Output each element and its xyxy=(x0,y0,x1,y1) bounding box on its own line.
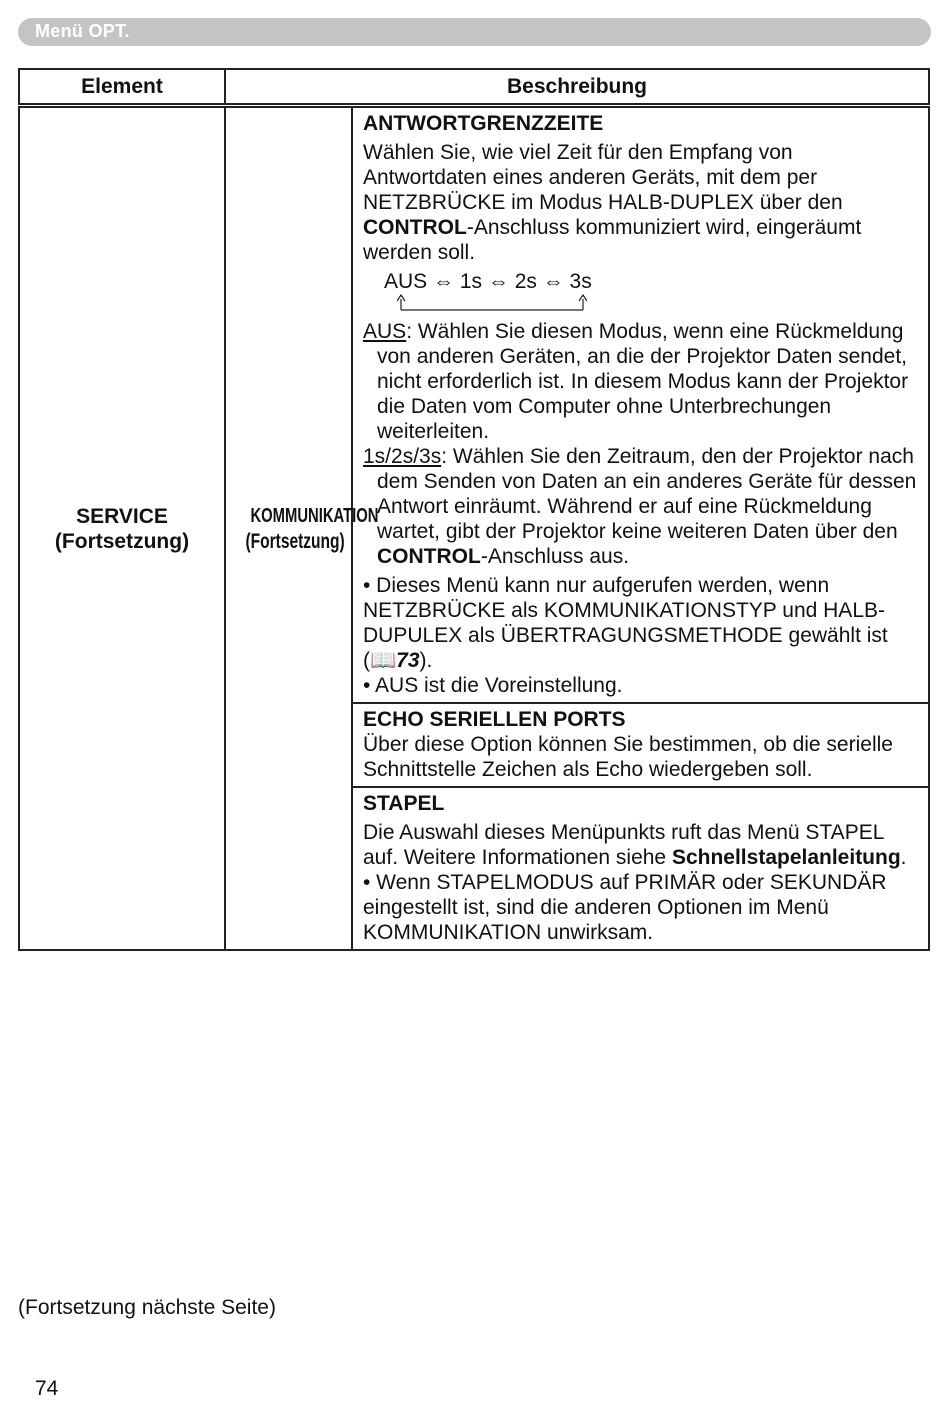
option-description: Über diese Option können Sie bestimmen, ob die serielle Schnittstelle Zeichen als Echo wiedergeben soll. xyxy=(363,733,893,781)
value-cycle xyxy=(363,269,920,319)
header-description: Beschreibung xyxy=(225,69,929,106)
page-number: 74 xyxy=(35,1377,59,1400)
option-aus: AUS: Wählen Sie diesen Modus, wenn eine Rückmeldung von anderen Geräten, an die der Projektor Daten sendet, nicht erforderlich ist. In diesem Modus kann der Projektor die Daten vom Computer ohne Unterbrechungen weiterleiten. xyxy=(363,320,909,443)
element-name: SERVICE xyxy=(76,504,168,528)
cycle-return-arrow-icon xyxy=(397,293,587,313)
desc-echo-seriellen-ports xyxy=(352,703,929,787)
header-element: Element xyxy=(19,69,225,106)
continued-note: (Fortsetzung nächste Seite) xyxy=(18,1296,276,1319)
subelement-cell xyxy=(225,106,379,951)
element-cell xyxy=(19,106,225,951)
element-continued: (Fortsetzung) xyxy=(54,529,190,553)
option-description: Wählen Sie, wie viel Zeit für den Empfang von Antwortdaten eines anderen Geräts, mit dem per NETZBRÜCKE im Modus HALB-DUPLEX über den CONTROL-Anschluss kommuniziert wird, eingeräumt werden soll. xyxy=(363,141,862,264)
option-description: Die Auswahl dieses Menüpunkts ruft das Menü STAPEL auf. Weitere Informationen siehe Schnellstapelanleitung. xyxy=(363,821,907,869)
page-reference-link[interactable]: 73 xyxy=(396,649,420,672)
table-row xyxy=(19,106,929,704)
subelement-name: KOMMUNIKATION xyxy=(250,505,379,527)
option-title: ANTWORTGRENZZEITE xyxy=(363,112,604,135)
desc-antwortgrenzzeite xyxy=(352,106,929,704)
note-availability: • Dieses Menü kann nur aufgerufen werden, wenn NETZBRÜCKE als KOMMUNIKATIONSTYP und HALB-DUPULEX als ÜBERTRAGUNGSMETHODE gewählt ist (📖73). xyxy=(363,574,888,672)
book-icon: 📖 xyxy=(370,649,397,672)
option-title: ECHO SERIELLEN PORTS xyxy=(363,708,626,731)
desc-stapel xyxy=(352,787,929,950)
section-title: Menü OPT. xyxy=(35,21,130,41)
table-header-row xyxy=(19,69,929,106)
settings-table xyxy=(18,68,930,951)
value-cycle-text: AUS ⇔ 1s ⇔ 2s ⇔ 3s xyxy=(384,270,592,293)
option-1s-2s-3s: 1s/2s/3s: Wählen Sie den Zeitraum, den der Projektor nach dem Senden von Daten an ein anderes Geräte für dessen Antwort einräumt. Während er auf eine Rückmeldung wartet, gibt der Projektor keine weiteren Daten über den CONTROL-Anschluss aus. xyxy=(363,445,917,568)
section-header-bar xyxy=(18,18,931,46)
option-title: STAPEL xyxy=(363,792,445,815)
note-default: • AUS ist die Voreinstellung. xyxy=(363,674,623,697)
subelement-continued: (Fortsetzung) xyxy=(245,530,345,553)
note-stapelmodus: • Wenn STAPELMODUS auf PRIMÄR oder SEKUNDÄR eingestellt ist, sind die anderen Optionen im Menü KOMMUNIKATION unwirksam. xyxy=(363,871,887,944)
